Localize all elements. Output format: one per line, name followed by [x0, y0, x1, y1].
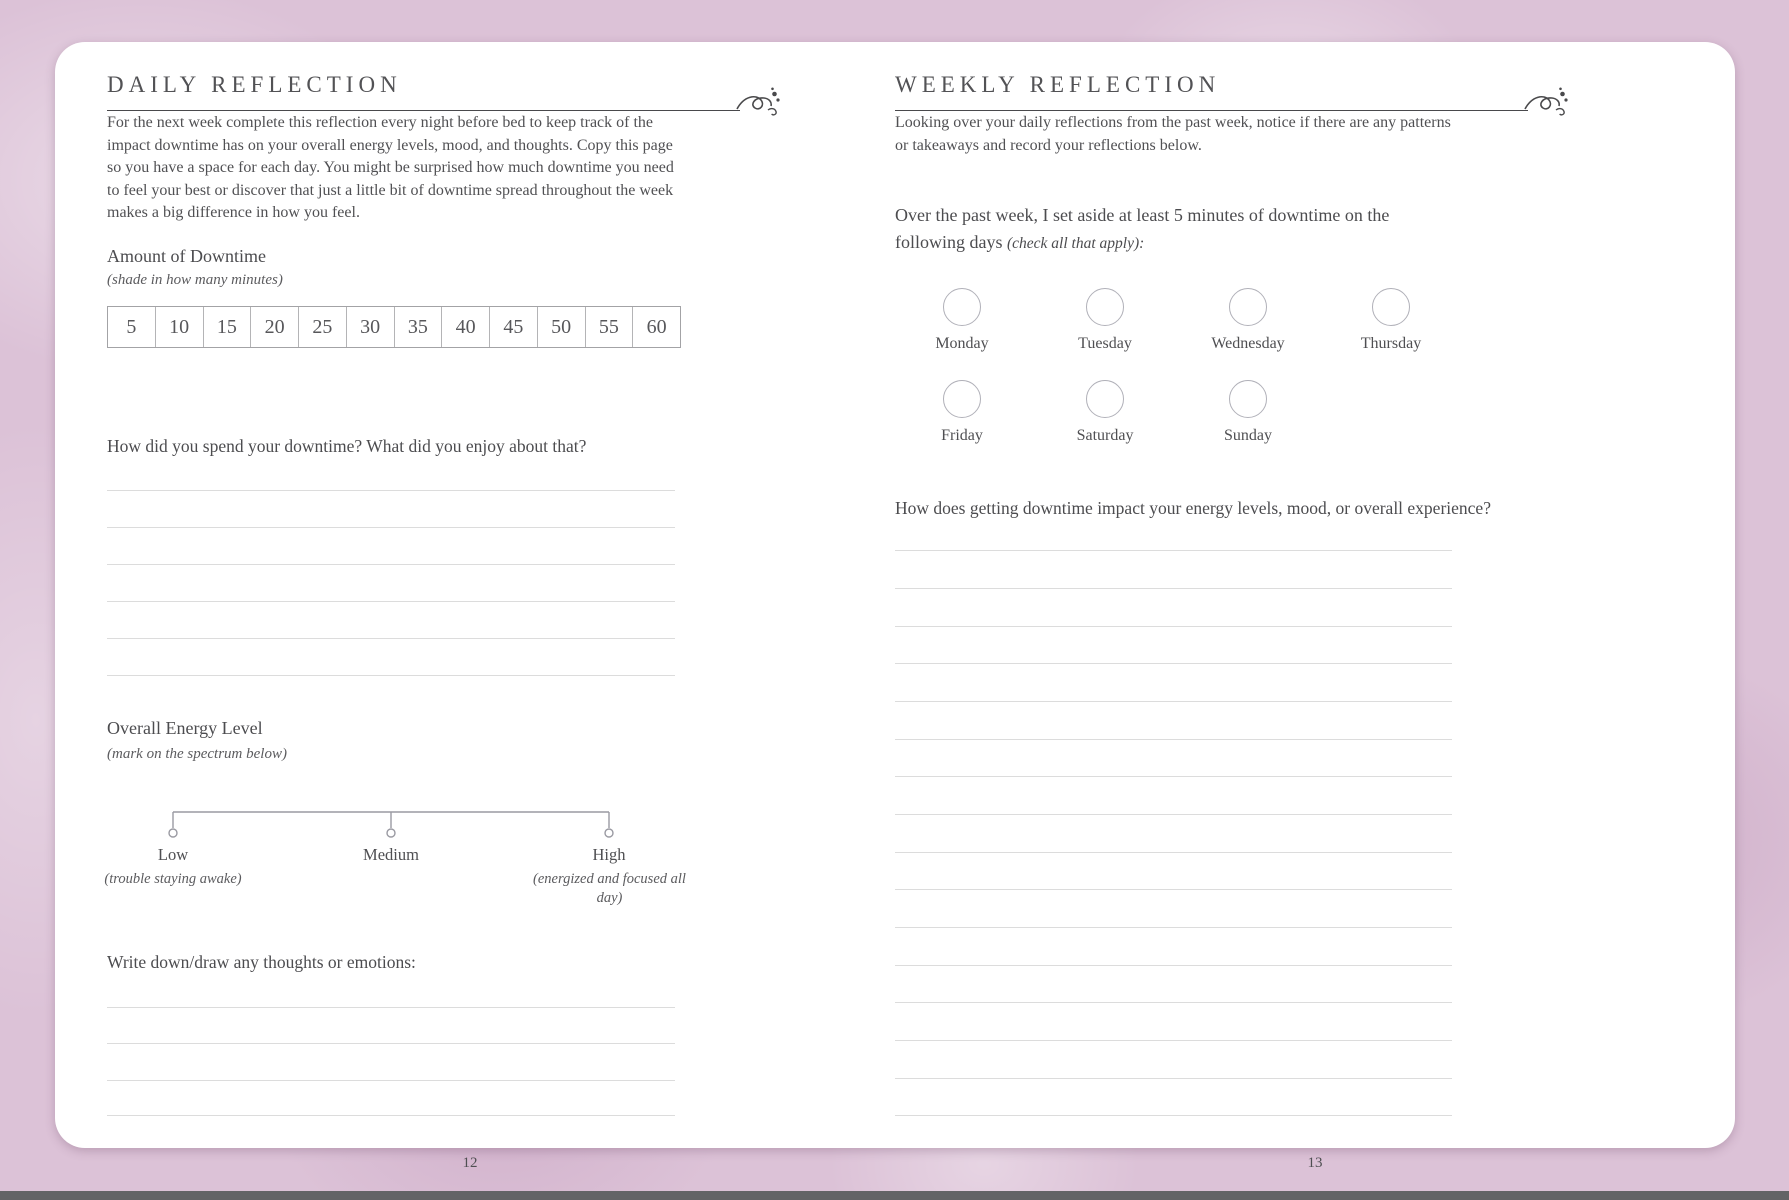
ruled-line [895, 927, 1452, 928]
spectrum-low-note: (trouble staying awake) [104, 871, 242, 887]
spectrum-marker-medium[interactable] [387, 829, 395, 837]
day-label: Monday [935, 335, 989, 352]
ruled-line [107, 490, 675, 491]
weekly-prompt-text: Over the past week, I set aside at least 5 minutes of downtime on the following days [895, 205, 1390, 252]
ruled-line [107, 1080, 675, 1081]
ruled-line [895, 1115, 1452, 1116]
minute-cell[interactable]: 55 [586, 307, 634, 347]
minute-cell[interactable]: 35 [395, 307, 443, 347]
page-number-right: 13 [1307, 1155, 1323, 1171]
day-label: Sunday [1224, 427, 1272, 444]
ruled-line [895, 739, 1452, 740]
ruled-line [895, 852, 1452, 853]
spectrum-marker-low[interactable] [169, 829, 177, 837]
ruled-line [107, 1007, 675, 1008]
thoughts-answer-area[interactable] [107, 997, 675, 1122]
ruled-line [895, 1040, 1452, 1041]
weekly-prompt-italic: (check all that apply): [1007, 235, 1145, 252]
spectrum-marker-high[interactable] [605, 829, 613, 837]
checkbox-circle[interactable] [1372, 288, 1410, 326]
spectrum-low-label: Low [157, 845, 189, 864]
checkbox-circle[interactable] [1229, 288, 1267, 326]
downtime-answer-area[interactable] [107, 480, 675, 680]
energy-spectrum[interactable] [168, 809, 614, 843]
minute-cell[interactable]: 10 [156, 307, 204, 347]
ruled-line [895, 701, 1452, 702]
day-checkbox-thursday[interactable] [1321, 288, 1461, 353]
daily-intro-paragraph: For the next week complete this reflection every night before bed to keep track of the impact downtime has on your overall energy levels, mood, and thoughts. Copy this page so you have a space for each day. You might be surprised how much downtime you need to feel your best or discover that just a little bit of downtime spread throughout the week makes a big difference in how you feel. [107, 114, 674, 221]
day-label: Wednesday [1211, 335, 1285, 352]
day-label: Friday [941, 427, 983, 444]
flourish-icon [1524, 86, 1570, 118]
minute-cell[interactable]: 30 [347, 307, 395, 347]
ruled-line [895, 1002, 1452, 1003]
checkbox-circle[interactable] [943, 380, 981, 418]
downtime-question: How did you spend your downtime? What did you enjoy about that? [107, 436, 587, 456]
day-checkbox-monday[interactable] [892, 288, 1032, 353]
day-label: Tuesday [1078, 335, 1132, 352]
scan-edge-strip [0, 1191, 1789, 1200]
ruled-line [895, 814, 1452, 815]
ruled-line [895, 550, 1452, 551]
spectrum-high-note: (energized and focused all day) [533, 871, 686, 906]
ruled-line [895, 626, 1452, 627]
ruled-line [895, 889, 1452, 890]
ruled-line [895, 965, 1452, 966]
day-checkbox-saturday[interactable] [1035, 380, 1175, 445]
energy-level-label: Overall Energy Level [107, 718, 263, 738]
ruled-line [895, 776, 1452, 777]
amount-of-downtime-label: Amount of Downtime [107, 246, 266, 266]
ruled-line [107, 675, 675, 676]
checkbox-circle[interactable] [943, 288, 981, 326]
minute-cell[interactable]: 15 [204, 307, 252, 347]
downtime-minutes-table [107, 306, 681, 348]
page-number-left: 12 [462, 1155, 478, 1171]
day-checkbox-tuesday[interactable] [1035, 288, 1175, 353]
title-rule-left [107, 110, 740, 111]
minute-cell[interactable]: 45 [490, 307, 538, 347]
ruled-line [107, 527, 675, 528]
ruled-line [895, 588, 1452, 589]
impact-answer-area[interactable] [895, 540, 1452, 1125]
impact-question: How does getting downtime impact your energy levels, mood, or overall experience? [895, 498, 1491, 518]
minute-cell[interactable]: 40 [442, 307, 490, 347]
minute-cell[interactable]: 50 [538, 307, 586, 347]
spectrum-medium-label: Medium [363, 845, 419, 864]
day-checkbox-sunday[interactable] [1178, 380, 1318, 445]
checkbox-circle[interactable] [1086, 288, 1124, 326]
energy-level-sublabel: (mark on the spectrum below) [107, 746, 287, 762]
minute-cell[interactable]: 20 [251, 307, 299, 347]
ruled-line [107, 564, 675, 565]
minute-cell[interactable]: 5 [108, 307, 156, 347]
weekly-intro-paragraph: Looking over your daily reflections from the past week, notice if there are any patterns or takeaways and record your reflections below. [895, 114, 1451, 154]
minute-cell[interactable]: 25 [299, 307, 347, 347]
flourish-icon [736, 86, 782, 118]
checkbox-circle[interactable] [1086, 380, 1124, 418]
daily-reflection-title: DAILY REFLECTION [107, 72, 402, 97]
ruled-line [107, 1043, 675, 1044]
day-checkbox-friday[interactable] [892, 380, 1032, 445]
minute-cell[interactable]: 60 [646, 315, 667, 338]
thoughts-question: Write down/draw any thoughts or emotions: [107, 952, 416, 972]
ruled-line [895, 1078, 1452, 1079]
ruled-line [107, 1115, 675, 1116]
weekly-reflection-title: WEEKLY REFLECTION [895, 72, 1221, 97]
spectrum-high-label: High [592, 845, 626, 864]
day-label: Saturday [1076, 427, 1134, 444]
ruled-line [895, 663, 1452, 664]
day-label: Thursday [1360, 335, 1422, 352]
ruled-line [107, 638, 675, 639]
checkbox-circle[interactable] [1229, 380, 1267, 418]
weekly-prompt [895, 202, 1447, 257]
ruled-line [107, 601, 675, 602]
title-rule-right [895, 110, 1528, 111]
amount-of-downtime-sublabel: (shade in how many minutes) [107, 272, 283, 288]
day-checkbox-wednesday[interactable] [1178, 288, 1318, 353]
